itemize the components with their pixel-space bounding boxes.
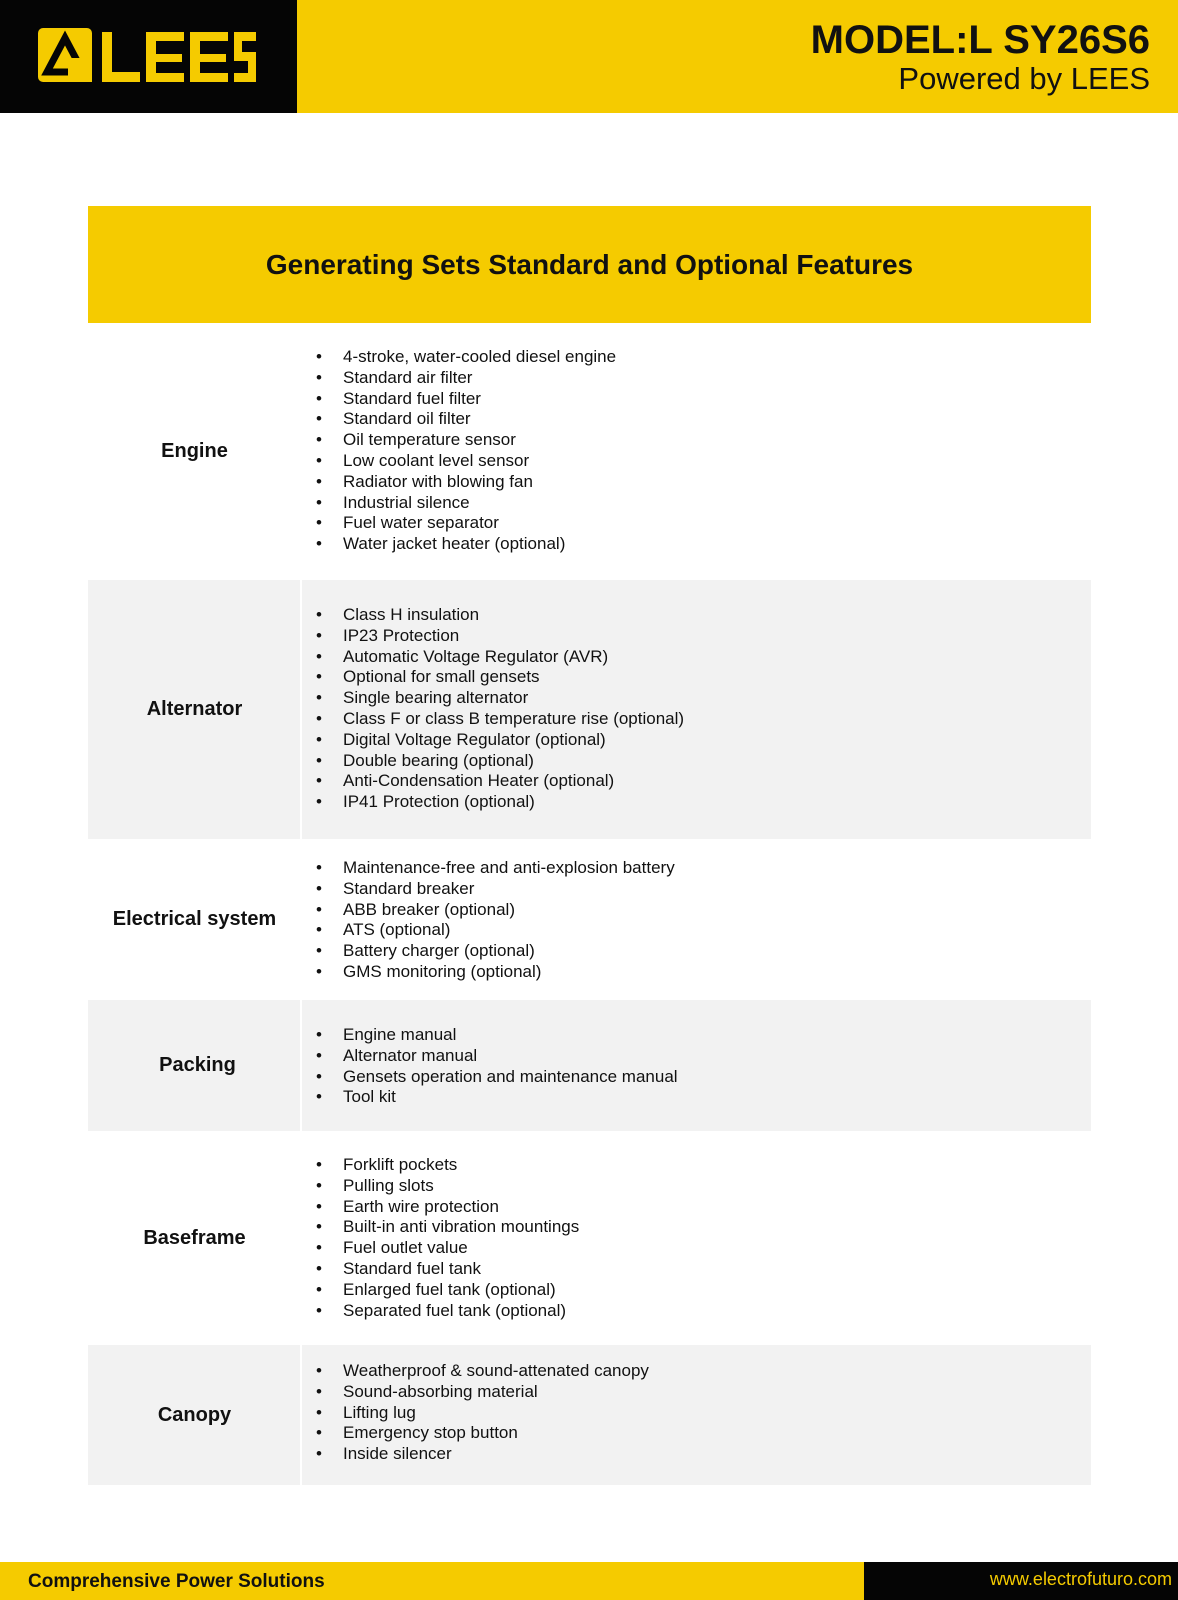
list-item: • Pulling slots — [316, 1176, 579, 1197]
list-item: • Automatic Voltage Regulator (AVR) — [316, 647, 684, 668]
section-canopy — [88, 1345, 1091, 1485]
list-item: • Water jacket heater (optional) — [316, 534, 616, 555]
list-item: • Standard air filter — [316, 368, 616, 389]
list-item: • Anti-Condensation Heater (optional) — [316, 771, 684, 792]
website-link[interactable]: www.electrofuturo.com — [989, 1569, 1172, 1589]
feature-list — [316, 1155, 579, 1321]
list-item: • Low coolant level sensor — [316, 451, 616, 472]
features-banner — [88, 206, 1091, 323]
list-item: • IP41 Protection (optional) — [316, 792, 684, 813]
list-item: • GMS monitoring (optional) — [316, 962, 675, 983]
model-title: MODEL:L SY26S6 — [810, 18, 1150, 62]
list-item: • Earth wire protection — [316, 1197, 579, 1218]
column-divider — [300, 1345, 302, 1485]
section-packing — [88, 1000, 1091, 1131]
brand-logo — [0, 0, 297, 113]
section-engine — [88, 323, 1091, 580]
list-item: • Class H insulation — [316, 605, 684, 626]
section-label: Alternator — [146, 698, 243, 720]
page-header — [0, 0, 1178, 113]
list-item: • Standard fuel filter — [316, 389, 616, 410]
list-item: • Lifting lug — [316, 1403, 649, 1424]
feature-list — [316, 605, 684, 813]
list-item: • Gensets operation and maintenance manual — [316, 1067, 678, 1088]
list-item: • 4-stroke, water-cooled diesel engine — [316, 347, 616, 368]
list-item: • Standard oil filter — [316, 409, 616, 430]
feature-list — [316, 858, 675, 983]
section-alternator — [88, 580, 1091, 839]
list-item: • Digital Voltage Regulator (optional) — [316, 730, 684, 751]
list-item: • Sound-absorbing material — [316, 1382, 649, 1403]
section-baseframe — [88, 1131, 1091, 1345]
list-item: • Class F or class B temperature rise (optional) — [316, 709, 684, 730]
column-divider — [300, 1000, 302, 1131]
list-item: • Single bearing alternator — [316, 688, 684, 709]
list-item: • Tool kit — [316, 1087, 678, 1108]
feature-list — [316, 347, 616, 555]
section-electrical-system — [88, 839, 1091, 1000]
list-item: • ATS (optional) — [316, 920, 675, 941]
list-item: • Battery charger (optional) — [316, 941, 675, 962]
list-item: • Alternator manual — [316, 1046, 678, 1067]
features-title: Generating Sets Standard and Optional Features — [265, 248, 914, 280]
powered-by-subtitle: Powered by LEES — [898, 61, 1150, 96]
section-label: Canopy — [157, 1403, 232, 1426]
section-label: Engine — [161, 440, 228, 462]
list-item: • Forklift pockets — [316, 1155, 579, 1176]
list-item: • Radiator with blowing fan — [316, 472, 616, 493]
section-label: Baseframe — [143, 1226, 246, 1249]
page-footer — [0, 1562, 1178, 1600]
column-divider — [300, 580, 302, 839]
list-item: • Fuel outlet value — [316, 1238, 579, 1259]
list-item: • Weatherproof & sound-attenated canopy — [316, 1361, 649, 1382]
list-item: • Standard breaker — [316, 879, 675, 900]
list-item: • Oil temperature sensor — [316, 430, 616, 451]
list-item: • Engine manual — [316, 1025, 678, 1046]
list-item: • Maintenance-free and anti-explosion battery — [316, 858, 675, 879]
list-item: • ABB breaker (optional) — [316, 900, 675, 921]
section-label: Packing — [159, 1054, 236, 1076]
list-item: • Fuel water separator — [316, 513, 616, 534]
list-item: • Enlarged fuel tank (optional) — [316, 1280, 579, 1301]
list-item: • Industrial silence — [316, 493, 616, 514]
lees-logo-icon — [38, 28, 256, 82]
list-item: • Separated fuel tank (optional) — [316, 1301, 579, 1322]
list-item: • Standard fuel tank — [316, 1259, 579, 1280]
list-item: • Built-in anti vibration mountings — [316, 1217, 579, 1238]
list-item: • Emergency stop button — [316, 1423, 649, 1444]
list-item: • Inside silencer — [316, 1444, 649, 1465]
footer-tagline: Comprehensive Power Solutions — [28, 1571, 325, 1592]
footer-website-box — [864, 1562, 1178, 1600]
list-item: • Double bearing (optional) — [316, 751, 684, 772]
feature-list — [316, 1361, 649, 1465]
list-item: • IP23 Protection — [316, 626, 684, 647]
feature-list — [316, 1025, 678, 1108]
section-label: Electrical system — [112, 908, 277, 930]
list-item: • Optional for small gensets — [316, 667, 684, 688]
